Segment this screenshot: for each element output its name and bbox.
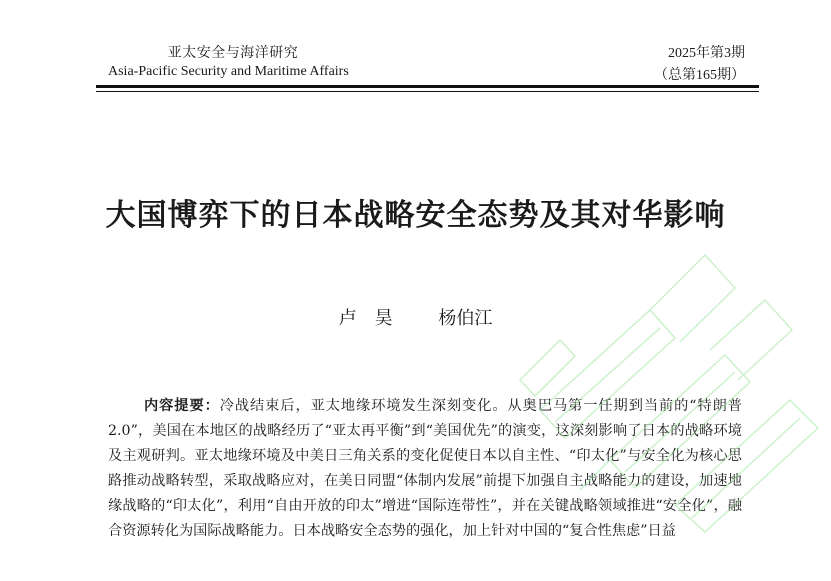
journal-header-right bbox=[654, 42, 745, 84]
journal-name-english: Asia-Pacific Security and Maritime Affairs bbox=[108, 64, 349, 79]
total-issue-number: （总第165期） bbox=[654, 68, 745, 83]
abstract-paragraph bbox=[108, 394, 742, 544]
issue-number: 2025年第3期 bbox=[668, 46, 745, 61]
author-name-1: 卢昊 bbox=[338, 308, 411, 329]
abstract-text: 冷战结束后，亚太地缘环境发生深刻变化。从奥巴马第一任期到当前的“特朗普 2.0”，美国在本地区的战略经历了“亚太再平衡”到“美国优先”的演变，这深刻影响了日本的战略环境及主观研判。亚太地缘环境及中美日三角关系的变化促使日本以自主性、“印太化”与安全化为核心思路推动战略转型，采取战略应对，在美日同盟“体制内发展”前提下加强自主战略能力的建设，加速地缘战略的“印太化”，利用“自由开放的印太”增进“国际连带性”，并在关键战略领域推进“安全化”，融合资源转化为国际战略能力。日本战略安全态势的强化，加上针对中国的“复合性焦虑”日益 bbox=[108, 398, 742, 539]
header-rule-thin bbox=[96, 91, 759, 92]
abstract-label: 内容提要： bbox=[144, 398, 220, 414]
author-line bbox=[0, 304, 831, 330]
author-name-2: 杨伯江 bbox=[438, 308, 493, 329]
journal-name-chinese: 亚太安全与海洋研究 bbox=[167, 45, 299, 61]
header-rule-thick bbox=[96, 85, 759, 88]
journal-header-left bbox=[108, 42, 368, 80]
article-title: 大国博弈下的日本战略安全态势及其对华影响 bbox=[105, 198, 726, 233]
